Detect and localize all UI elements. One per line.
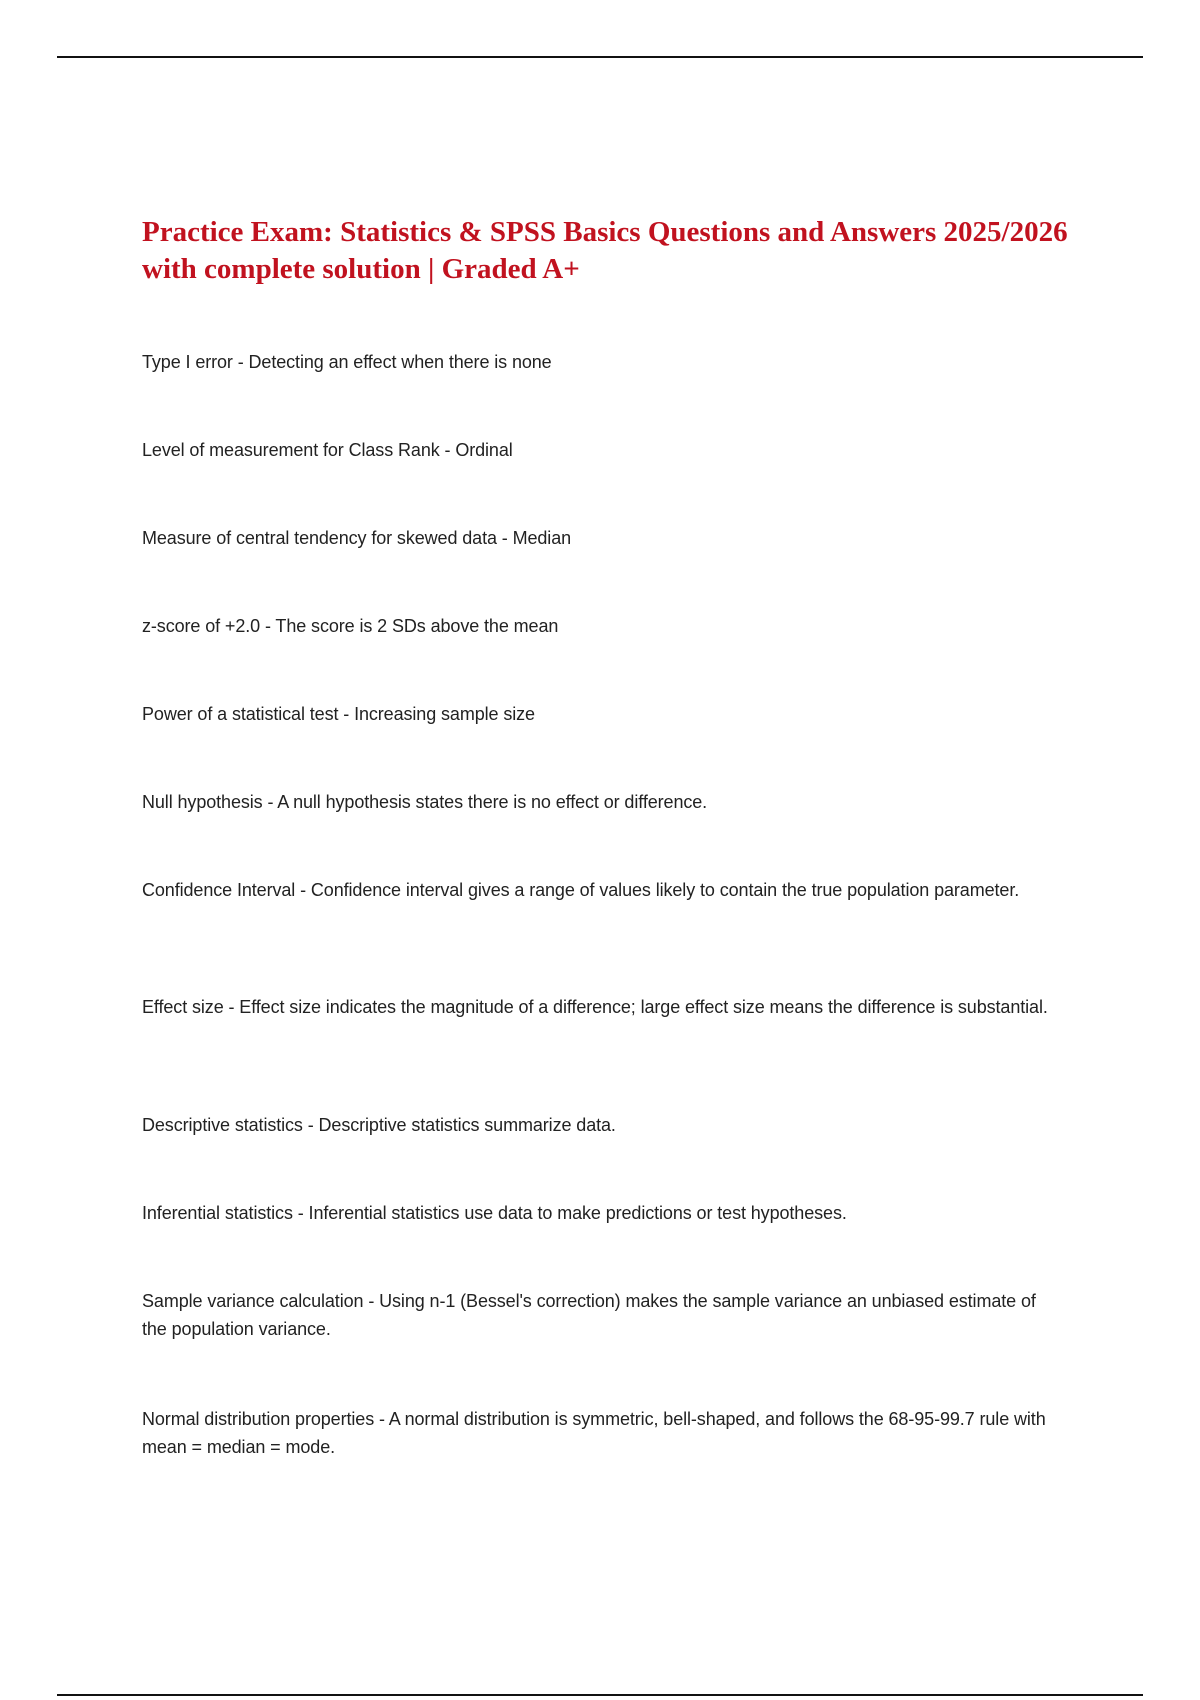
qa-item <box>142 348 1062 376</box>
qa-item <box>142 1405 1062 1461</box>
qa-item-text: Inferential statistics - Inferential statistics use data to make predictions or test hypotheses. <box>142 1203 847 1223</box>
qa-item <box>142 612 1062 640</box>
qa-item-text: Normal distribution properties - A normal distribution is symmetric, bell-shaped, and follows the 68-95-99.7 rule with mean = median = mode. <box>142 1409 1046 1457</box>
qa-item <box>142 700 1062 728</box>
document-title: Practice Exam: Statistics & SPSS Basics Questions and Answers 2025/2026 with complete solution | Graded A+ <box>142 216 1068 285</box>
qa-item-text: Confidence Interval - Confidence interval gives a range of values likely to contain the true population parameter. <box>142 880 1020 900</box>
qa-item-text: Null hypothesis - A null hypothesis states there is no effect or difference. <box>142 792 708 812</box>
qa-item <box>142 1287 1062 1343</box>
qa-item <box>142 993 1062 1021</box>
qa-item <box>142 436 1062 464</box>
qa-item-text: Descriptive statistics - Descriptive statistics summarize data. <box>142 1115 616 1135</box>
qa-item-text: Sample variance calculation - Using n-1 (Bessel's correction) makes the sample variance an unbiased estimate of the population variance. <box>142 1291 1036 1339</box>
qa-item-text: Type I error - Detecting an effect when there is none <box>142 352 552 372</box>
qa-item <box>142 876 1062 904</box>
qa-item-text: Power of a statistical test - Increasing sample size <box>142 704 535 724</box>
qa-item <box>142 788 1062 816</box>
qa-item <box>142 524 1062 552</box>
qa-item-text: Effect size - Effect size indicates the magnitude of a difference; large effect size means the difference is substantial. <box>142 997 1048 1017</box>
qa-item <box>142 1111 1062 1139</box>
qa-item <box>142 1199 1062 1227</box>
bottom-divider <box>57 1694 1143 1696</box>
qa-item-text: Level of measurement for Class Rank - Ordinal <box>142 440 513 460</box>
top-divider <box>57 56 1143 58</box>
qa-item-text: z-score of +2.0 - The score is 2 SDs above the mean <box>142 616 559 636</box>
qa-item-text: Measure of central tendency for skewed data - Median <box>142 528 572 548</box>
